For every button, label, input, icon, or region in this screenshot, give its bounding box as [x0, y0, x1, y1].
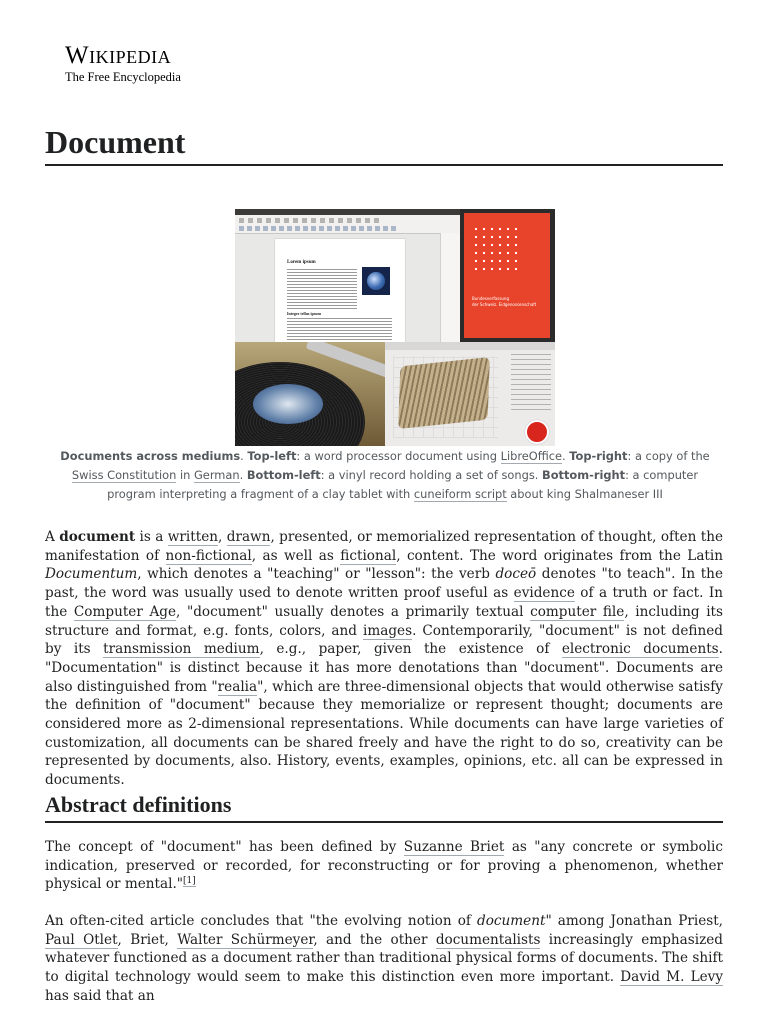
link-fictional[interactable]: fictional — [340, 547, 397, 564]
reference-link-1[interactable]: [1] — [183, 875, 196, 886]
caption-text: : a vinyl record holding a set of songs. — [320, 468, 543, 482]
caption-title: Documents across mediums — [60, 449, 241, 463]
caption-text: : a word processor document using — [296, 449, 501, 463]
vinyl-record-image — [235, 342, 385, 446]
text: , presented, or memorialized representation of thought, often the manifestation of — [45, 529, 723, 564]
figure-caption — [46, 447, 724, 504]
link-non-fictional[interactable]: non-fictional — [165, 547, 252, 564]
link-drawn[interactable]: drawn — [226, 529, 271, 545]
text: , which denotes a "teaching" or "lesson": the verb — [137, 566, 496, 583]
italic-term: document — [477, 913, 546, 929]
text: , — [218, 529, 227, 545]
link-realia[interactable]: realia — [217, 678, 258, 695]
article-figure[interactable] — [235, 209, 555, 446]
link-computer-file[interactable]: computer file — [530, 603, 625, 620]
text: , e.g., paper, given the existence of — [259, 641, 562, 658]
link-documentalists[interactable]: documentalists — [435, 931, 541, 948]
italic-term: doceō — [495, 566, 537, 583]
link-david-m-levy[interactable]: David M. Levy — [620, 969, 724, 986]
intro-paragraph — [45, 528, 723, 790]
text: , content. The word originates from the Latin — [396, 547, 723, 564]
caption-text: . — [240, 449, 248, 463]
text: has said that an — [45, 987, 155, 1004]
caption-label: Top-right — [569, 449, 628, 463]
wikipedia-tagline: The Free Encyclopedia — [65, 70, 181, 84]
text: denotes "to teach". In the past, the word was usually used to denote written proof useful as — [45, 566, 723, 602]
wikipedia-wordmark: Wikipedia — [65, 42, 172, 69]
link-german[interactable]: German — [193, 468, 240, 482]
caption-text: : a computer program interpreting a fragment of a clay tablet with — [107, 468, 699, 501]
cover-subtitle-text: der Schweiz. Eidgenossenschaft — [472, 302, 537, 307]
bold-term: document — [59, 529, 136, 545]
section-heading-abstract-definitions: Abstract definitions — [45, 791, 723, 823]
abstract-paragraph-2 — [45, 912, 723, 1006]
wikipedia-logo[interactable] — [65, 42, 181, 84]
link-written[interactable]: written — [167, 529, 219, 545]
doc-subheading-text: Integer tellus ipsum — [287, 311, 321, 316]
link-swiss-constitution[interactable]: Swiss Constitution — [71, 468, 177, 482]
caption-text: . — [239, 468, 247, 482]
text: " among Jonathan Priest, — [545, 913, 723, 929]
caption-text: : a copy of the — [627, 449, 710, 463]
text: of a truth or fact. In the — [45, 585, 723, 620]
text: ", which are three-dimensional objects that would otherwise satisfy the definition of "document" because they memorialize or represent thought; documents are considered more as 2-dimensional representations. While documents can have large varieties of customization, all documents can be shared freely and have the right to do so, creativity can be represented by documents, also. History, events, examples, opinions, etc. all can be expressed in documents. — [45, 678, 723, 789]
caption-label: Bottom-left — [246, 468, 321, 482]
text: The concept of "document" has been defined by — [45, 839, 404, 855]
text: as "any concrete or symbolic indication, preserved or recorded, for reconstructing or for proving a phenomenon, whether physical or mental." — [45, 839, 723, 893]
link-walter-schurmeyer[interactable]: Walter Schürmeyer — [177, 931, 314, 948]
italic-term: Documentum — [45, 566, 138, 583]
text: , including its structure and format, e.g. fonts, colors, and — [45, 603, 723, 639]
caption-text: in — [176, 468, 194, 482]
caption-label: Top-left — [247, 449, 297, 463]
page-title: Document — [45, 120, 723, 166]
link-libreoffice[interactable]: LibreOffice — [500, 449, 563, 463]
text: , Briet, — [117, 931, 178, 948]
link-paul-otlet[interactable]: Paul Otlet — [45, 931, 118, 948]
cover-title-text: Bundesverfassung — [472, 296, 510, 301]
link-computer-age[interactable]: Computer Age — [73, 603, 177, 620]
link-electronic-documents[interactable]: electronic documents — [561, 641, 719, 658]
link-transmission-medium[interactable]: transmission medium — [103, 641, 260, 658]
text: An often-cited article concludes that "the evolving notion of — [45, 913, 478, 929]
text: , as well as — [251, 547, 341, 564]
clay-tablet-image — [385, 342, 555, 446]
text: , "document" usually denotes a primarily textual — [176, 603, 531, 620]
text: increasingly emphasized whatever functioned as a document rather than traditional physical forms of documents. The shift to digital technology would seem to make this distinction even more important. — [45, 931, 724, 986]
text: . "Documentation" is distinct because it has more denotations than "document". Documents are also distinguished from " — [45, 641, 723, 695]
text: A — [45, 529, 60, 545]
text: , and the other — [313, 931, 436, 948]
text: is a — [135, 529, 168, 545]
link-suzanne-briet[interactable]: Suzanne Briet — [403, 839, 505, 855]
text: . Contemporarily, "document" is not defined by its — [45, 622, 723, 658]
link-evidence[interactable]: evidence — [513, 585, 575, 602]
word-processor-image — [235, 209, 460, 342]
caption-text: about king Shalmaneser III — [506, 487, 663, 501]
swiss-constitution-image — [460, 209, 555, 342]
link-cuneiform-script[interactable]: cuneiform script — [413, 487, 507, 501]
caption-label: Bottom-right — [542, 468, 626, 482]
link-images[interactable]: images — [362, 622, 413, 639]
caption-text: . — [562, 449, 570, 463]
abstract-paragraph-1 — [45, 838, 723, 894]
doc-heading-text: Lorem ipsum — [287, 260, 316, 265]
